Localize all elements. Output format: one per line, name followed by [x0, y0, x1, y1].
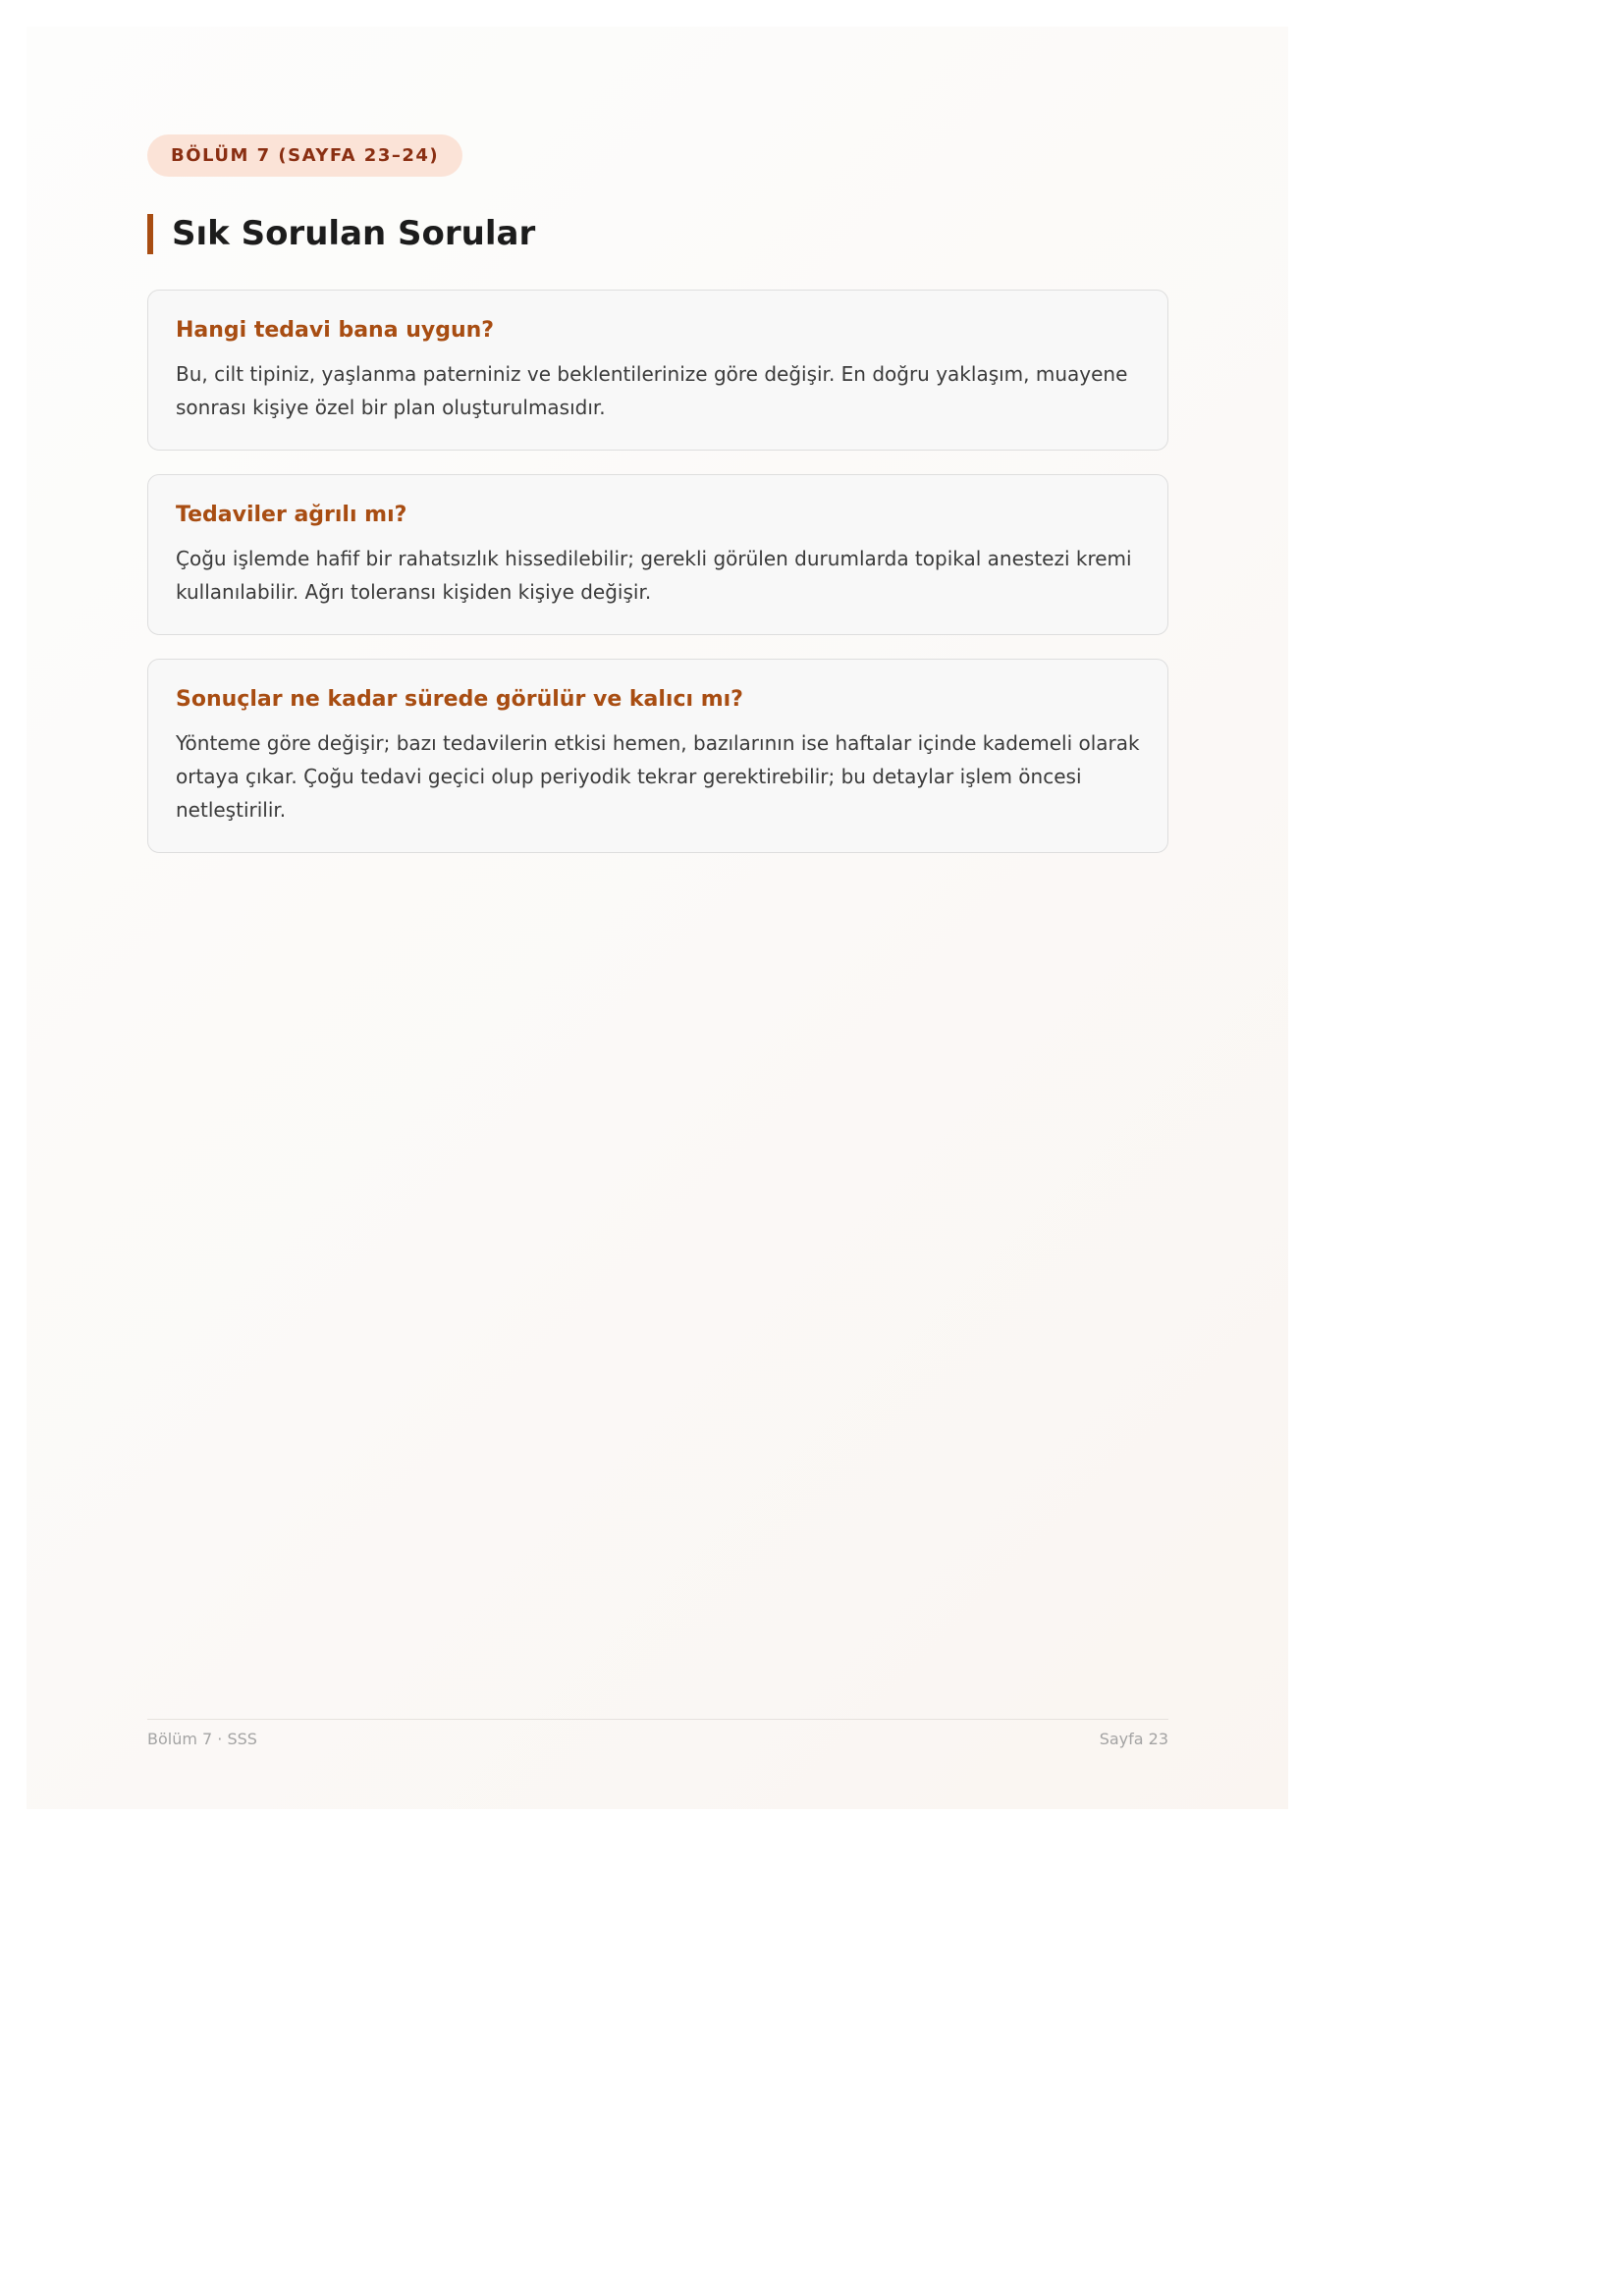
faq-question: Sonuçlar ne kadar sürede görülür ve kalıcı mı?	[176, 687, 743, 712]
faq-answer: Bu, cilt tipiniz, yaşlanma paterniniz ve beklentilerinize göre değişir. En doğru yaklaşım, muayene sonrası kişiye özel bir plan oluşturulmasıdır.	[176, 362, 1128, 419]
section-badge: BÖLÜM 7 (SAYFA 23–24)	[147, 134, 462, 177]
page-footer	[147, 1719, 1168, 1748]
faq-card	[147, 659, 1168, 853]
faq-question: Tedaviler ağrılı mı?	[176, 503, 407, 527]
faq-answer: Yönteme göre değişir; bazı tedavilerin etkisi hemen, bazılarının ise haftalar içinde kademeli olarak ortaya çıkar. Çoğu tedavi geçici olup periyodik tekrar gerektirebilir; bu detaylar işlem öncesi netleştirilir.	[176, 731, 1140, 822]
faq-list	[147, 290, 1168, 877]
footer-page-number: Sayfa 23	[1099, 1730, 1168, 1748]
page-title: Sık Sorulan Sorular	[147, 214, 535, 254]
faq-answer: Çoğu işlemde hafif bir rahatsızlık hissedilebilir; gerekli görülen durumlarda topikal anestezi kremi kullanılabilir. Ağrı toleransı kişiden kişiye değişir.	[176, 547, 1132, 604]
footer-section-label: Bölüm 7 · SSS	[147, 1730, 257, 1748]
document-page	[27, 27, 1288, 1809]
faq-card	[147, 290, 1168, 451]
faq-card	[147, 474, 1168, 635]
faq-question: Hangi tedavi bana uygun?	[176, 318, 495, 343]
